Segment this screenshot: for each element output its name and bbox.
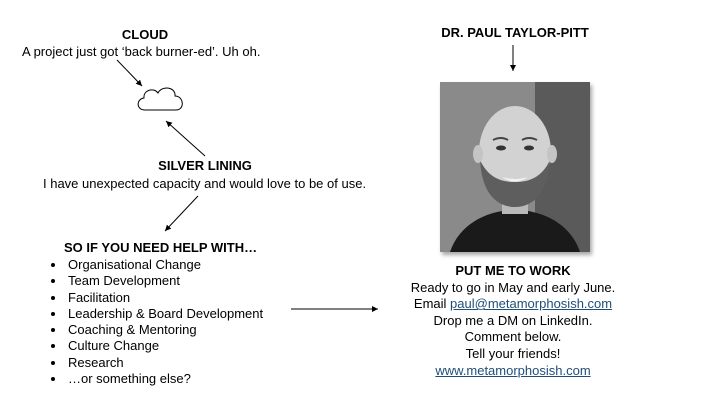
- website-link[interactable]: www.metamorphosish.com: [435, 362, 591, 378]
- work-line-availability: Ready to go in May and early June.: [410, 279, 616, 295]
- email-prefix: Email: [413, 296, 447, 312]
- email-link[interactable]: paul@metamorphosish.com: [450, 296, 613, 312]
- silver-lining-text: I have unexpected capacity and would love to be of use.: [43, 176, 367, 191]
- work-line-comment: Comment below.: [464, 329, 562, 345]
- silver-lining-title: SILVER LINING: [158, 158, 252, 173]
- help-item: • Research: [66, 355, 263, 371]
- help-item: • Team Development: [66, 273, 263, 289]
- help-title: SO IF YOU NEED HELP WITH…: [64, 240, 258, 255]
- help-item: • …or something else?: [66, 371, 263, 387]
- work-line-friends: Tell your friends!: [465, 345, 561, 361]
- work-email-line: [395, 296, 631, 313]
- help-list: [48, 257, 263, 387]
- cloud-icon: [138, 88, 182, 110]
- arrow-silver-to-help: [165, 196, 198, 231]
- help-item: • Organisational Change: [66, 257, 263, 273]
- work-title: PUT ME TO WORK: [455, 263, 571, 278]
- help-item: • Coaching & Mentoring: [66, 322, 263, 338]
- cloud-text: A project just got ‘back burner-ed’. Uh oh.: [22, 44, 261, 59]
- portrait-icon: [440, 82, 590, 252]
- cloud-title: CLOUD: [121, 27, 169, 42]
- portrait-photo: [440, 82, 590, 252]
- work-section: [395, 263, 631, 379]
- help-item: • Culture Change: [66, 338, 263, 354]
- arrow-silver-to-cloud: [166, 121, 205, 156]
- profile-name: DR. PAUL TAYLOR-PITT: [441, 25, 589, 40]
- work-line-linkedin: Drop me a DM on LinkedIn.: [433, 312, 593, 328]
- arrow-to-cloud: [117, 60, 142, 86]
- help-item: • Leadership & Board Development: [66, 306, 263, 322]
- help-item: • Facilitation: [66, 290, 263, 306]
